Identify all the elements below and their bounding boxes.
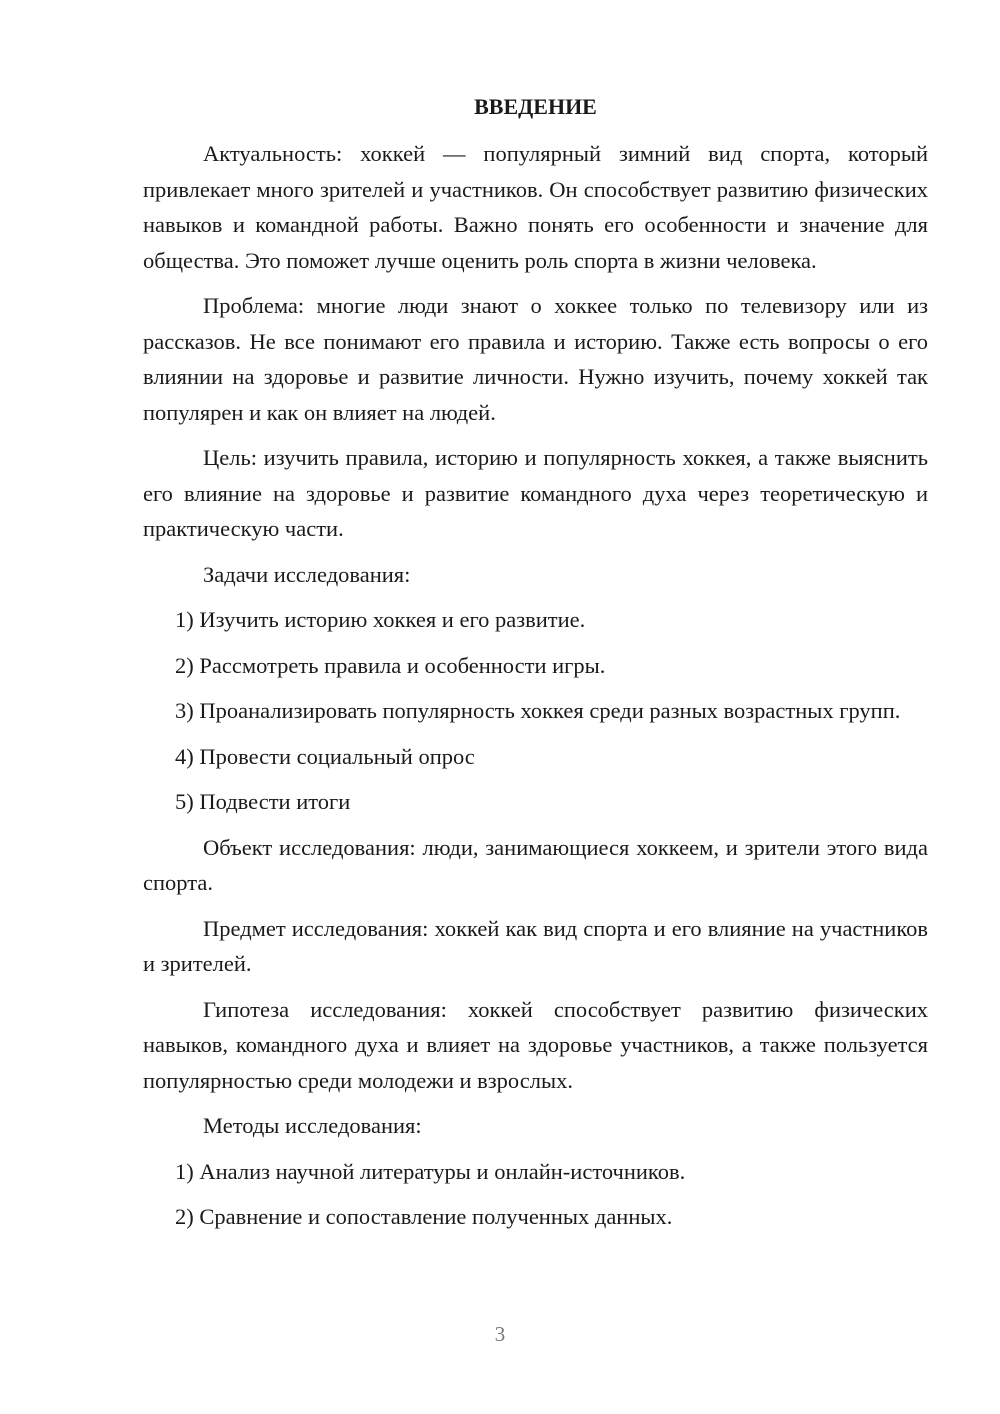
relevance-paragraph: Актуальность: хоккей — популярный зимний вид спорта, который привлекает много зрителей и участников. Он способствует развитию физических навыков и командной работы. Важно понять его особенности и значение для общества. Это поможет лучше оценить роль спорта в жизни человека. <box>143 141 928 273</box>
document-page <box>143 92 928 1245</box>
task-item: 4) Провести социальный опрос <box>175 743 475 769</box>
problem-paragraph: Проблема: многие люди знают о хоккее только по телевизору или из рассказов. Не все понимают его правила и историю. Также есть вопросы о его влиянии на здоровье и развитие личности. Нужно изучить, почему хоккей так популярен и как он влияет на людей. <box>143 293 928 425</box>
method-item: 2) Сравнение и сопоставление полученных данных. <box>175 1204 673 1229</box>
task-item: 3) Проанализировать популярность хоккея среди разных возрастных групп. <box>175 698 901 723</box>
object-paragraph: Объект исследования: люди, занимающиеся хоккеем, и зрители этого вида спорта. <box>143 834 928 895</box>
page-title: ВВЕДЕНИЕ <box>474 94 597 119</box>
method-item: 1) Анализ научной литературы и онлайн-источников. <box>175 1158 686 1184</box>
page-number: 3 <box>494 1322 506 1346</box>
task-item: 2) Рассмотреть правила и особенности игры. <box>175 652 606 678</box>
goal-paragraph: Цель: изучить правила, историю и популярность хоккея, а также выяснить его влияние на здоровье и развитие командного духа через теоретическую и практическую части. <box>143 445 928 541</box>
task-item: 5) Подвести итоги <box>175 789 351 814</box>
tasks-heading: Задачи исследования: <box>203 561 411 587</box>
methods-heading: Методы исследования: <box>203 1113 422 1138</box>
task-item: 1) Изучить историю хоккея и его развитие. <box>175 607 586 632</box>
subject-paragraph: Предмет исследования: хоккей как вид спорта и его влияние на участников и зрителей. <box>143 915 928 976</box>
hypothesis-paragraph: Гипотеза исследования: хоккей способствует развитию физических навыков, командного духа и влияет на здоровье участников, а также пользуется популярностью среди молодежи и взрослых. <box>143 996 928 1093</box>
